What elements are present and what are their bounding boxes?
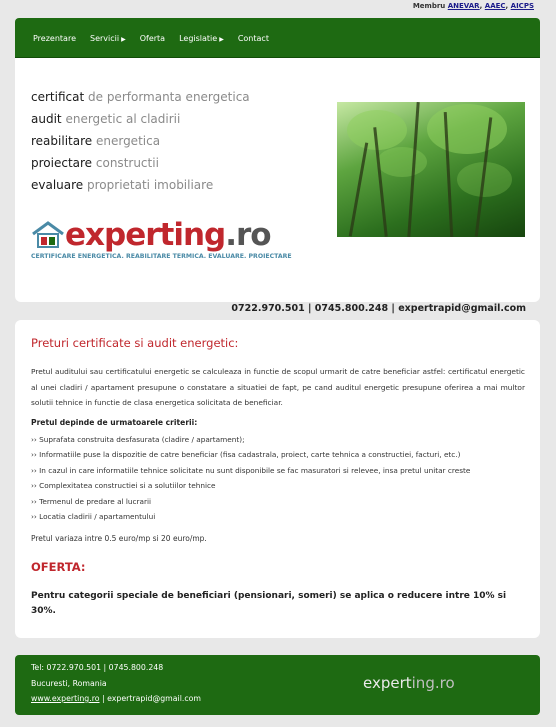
- house-logo-icon: [31, 220, 65, 250]
- nav-label: Servicii: [89, 33, 120, 43]
- list-item: ›› In cazul in care informatiile tehnice solicitate nu sunt disponibile se fac masuratori si relevee, insa pretul unitar creste: [31, 465, 471, 475]
- nav-item-legislatie[interactable]: [179, 34, 224, 43]
- chevron-right-icon: ▶: [121, 35, 126, 43]
- list-item: ›› Termenul de predare al lucrarii: [31, 496, 152, 506]
- footer-email[interactable]: expertrapid@gmail.com: [107, 694, 202, 703]
- list-item: ›› Informatiile puse la dispozitie de catre beneficiar (fisa cadastrala, proiect, carte tehnica a constructiei, facturi, etc.): [31, 450, 461, 460]
- link-anevar[interactable]: ANEVAR: [447, 2, 480, 10]
- forest-photo: [337, 102, 525, 237]
- main-nav: [15, 18, 540, 58]
- nav-item-prezentare[interactable]: [33, 34, 76, 43]
- tagline-rest: energetic al cladirii: [65, 112, 181, 126]
- nav-item-contact[interactable]: [238, 34, 269, 43]
- link-aicps[interactable]: AICPS: [510, 2, 534, 10]
- nav-label: Prezentare: [33, 33, 76, 43]
- footer-phones: Tel: 0722.970.501 | 0745.800.248: [31, 663, 164, 672]
- nav-label: Oferta: [139, 33, 166, 43]
- membership-bar: Membru ANEVAR, AAEC, AICPS: [412, 2, 534, 10]
- list-item: ›› Locatia cladirii / apartamentului: [31, 512, 156, 522]
- footer-website-link[interactable]: www.experting.ro: [31, 694, 100, 703]
- list-item: ›› Suprafata construita desfasurata (cladire / apartament);: [31, 435, 245, 444]
- tagline-key: certificat: [31, 90, 85, 104]
- footer-contact: [31, 660, 201, 707]
- price-range: Pretul variaza intre 0.5 euro/mp si 20 euro/mp.: [31, 534, 207, 543]
- tagline-rest: constructii: [95, 156, 159, 170]
- footer-city: Bucuresti, Romania: [31, 678, 107, 688]
- pricing-paragraph: Pretul auditului sau certificatului energetic se calculeaza in functie de scopul urmarit de catre beneficiar astfel: certificatul energetic al unei cladiri / apartament presupune o constatare a situatiei de fapt, pe cand auditul energetic presupune oferirea a mai multor solutii tehnice in functie de clasa energetica solicitata de beneficiar.: [31, 367, 525, 408]
- header-contact-line: 0722.970.501 | 0745.800.248 | expertrapid@gmail.com: [231, 303, 526, 314]
- logo-wordmark: experting.ro: [65, 217, 271, 253]
- footer-links: www.experting.ro | expertrapid@gmail.com: [31, 694, 202, 703]
- offer-text: Pentru categorii speciale de beneficiari (pensionari, someri) se aplica o reducere intre 10% si 30%.: [31, 591, 507, 616]
- tagline-key: audit: [31, 112, 62, 126]
- experting-logo[interactable]: [31, 218, 292, 260]
- offer-title: OFERTA:: [31, 560, 86, 574]
- criteria-list: [31, 432, 470, 524]
- nav-label: Legislatie: [179, 33, 218, 43]
- tagline-key: proiectare: [31, 156, 93, 170]
- footer: [15, 655, 540, 715]
- tagline-rest: energetica: [95, 134, 161, 148]
- tagline: [31, 108, 250, 130]
- chevron-right-icon: ▶: [219, 35, 224, 43]
- logo-subtitle: CERTIFICARE ENERGETICA. REABILITARE TERMICA. EVALUARE. PROIECTARE: [31, 253, 292, 260]
- criteria-title: Pretul depinde de urmatoarele criterii:: [31, 418, 198, 427]
- link-aaec[interactable]: AAEC: [484, 2, 506, 10]
- tagline-rest: proprietati imobiliare: [87, 178, 214, 192]
- pricing-panel: [15, 320, 540, 638]
- footer-logo[interactable]: experting.ro: [363, 674, 455, 692]
- nav-item-servicii[interactable]: [90, 34, 126, 43]
- tagline: [31, 86, 250, 108]
- pricing-title: Preturi certificate si audit energetic:: [31, 336, 239, 350]
- tagline: [31, 174, 250, 196]
- service-taglines: [31, 86, 250, 196]
- nav-label: Contact: [237, 33, 269, 43]
- tagline: [31, 152, 250, 174]
- tagline-rest: de performanta energetica: [88, 90, 250, 104]
- hero-panel: [15, 58, 540, 302]
- membership-prefix: Membru: [412, 2, 446, 10]
- tagline: [31, 130, 250, 152]
- list-item: ›› Complexitatea constructiei si a solutiilor tehnice: [31, 481, 216, 491]
- nav-item-oferta[interactable]: [140, 34, 165, 43]
- tagline-key: evaluare: [31, 178, 84, 192]
- tagline-key: reabilitare: [31, 134, 93, 148]
